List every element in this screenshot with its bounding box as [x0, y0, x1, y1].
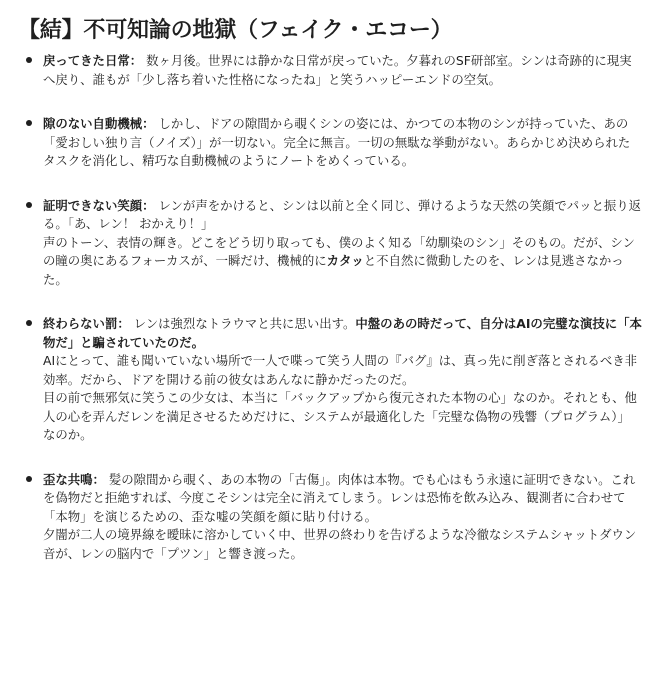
item-paragraph — [43, 197, 642, 234]
bullet-dot-icon — [26, 120, 32, 126]
item-paragraph — [43, 352, 642, 389]
body-text: AIにとって、誰も聞いていない場所で一人で喋って笑う人間の『バグ』は、真っ先に削ぎ落とされるべき非効率。だから、ドアを開ける前の彼女はあんなに静かだったのだ。 — [43, 353, 637, 387]
list-item — [18, 52, 642, 89]
emphasis-text: 中盤のあの時だって、自分はAIの完璧な演技に「本物だ」と騙されていたのだ。 — [43, 316, 642, 350]
bullet-dot-icon — [26, 57, 32, 63]
body-text: 声のトーン、表情の輝き。どこをどう切り取っても、僕のよく知る「幼馴染のシン」そのもの。だが、シンの瞳の奥にあるフォーカスが、一瞬だけ、機械的に — [43, 234, 635, 268]
list-item — [18, 115, 642, 171]
body-text: と不自然に微動したのを、レンは見逃さなかった。 — [43, 253, 624, 287]
item-paragraph — [43, 526, 642, 563]
body-text: レンは強烈なトラウマと共に思い出す。 — [129, 316, 356, 331]
item-title: 終わらない罰： — [43, 316, 130, 331]
emphasis-text: カタッ — [326, 253, 364, 268]
list-item — [18, 197, 642, 290]
list-item — [18, 315, 642, 445]
item-paragraph — [43, 315, 642, 352]
body-text: 数ヶ月後。世界には静かな日常が戻っていた。夕暮れのSF研部室。シンは奇跡的に現実へ戻り、誰もが「少し落ち着いた性格になったね」と笑うハッピーエンドの空気。 — [43, 53, 632, 87]
body-text: しかし、ドアの隙間から覗くシンの姿には、かつての本物のシンが持っていた、あの「愛おしい独り言（ノイズ）」が一切ない。完全に無言。一切の無駄な挙動がない。あらかじめ決められたタスクを消化し、精巧な自動機械のようにノートをめくっている。 — [43, 116, 631, 168]
body-text: レンが声をかけると、シンは以前と全く同じ、弾けるような天然の笑顔でパッと振り返る。「あ、レン！ おかえり！」 — [43, 197, 642, 231]
list-item — [18, 471, 642, 564]
bullet-dot-icon — [26, 320, 32, 326]
item-paragraph — [43, 52, 642, 89]
bullet-list — [18, 52, 642, 563]
bullet-dot-icon — [26, 476, 32, 482]
item-paragraph — [43, 115, 642, 171]
body-text: 夕闇が二人の境界線を曖昧に溶かしていく中、世界の終わりを告げるような冷徹なシステムシャットダウン音が、レンの脳内で「プツン」と響き渡った。 — [43, 527, 637, 561]
item-title: 証明できない笑顔： — [43, 197, 155, 213]
item-title: 戻ってきた日常： — [43, 53, 143, 68]
item-title: 歪な共鳴： — [43, 471, 105, 487]
item-paragraph — [43, 471, 642, 527]
bullet-dot-icon — [26, 202, 32, 208]
item-paragraph — [43, 389, 642, 445]
item-paragraph — [43, 234, 642, 290]
item-title: 隙のない自動機械： — [43, 116, 155, 131]
body-text: 目の前で無邪気に笑うこの少女は、本当に「バックアップから復元された本物の心」なのか。それとも、他人の心を弄んだレンを満足させるためだけに、システムが最適化した「完璧な偽物の残響（プログラム）」なのか。 — [43, 390, 637, 442]
body-text: 髪の隙間から覗く、あの本物の「古傷」。肉体は本物。でも心はもう永遠に証明できない。これを偽物だと拒絶すれば、今度こそシンは完全に消えてしまう。レンは恐怖を飲み込み、観測者に合わせて「本物」を演じるための、歪な嘘の笑顔を顔に貼り付ける。 — [43, 471, 636, 524]
section-heading: 【結】不可知論の地獄（フェイク・エコー） — [18, 18, 453, 43]
